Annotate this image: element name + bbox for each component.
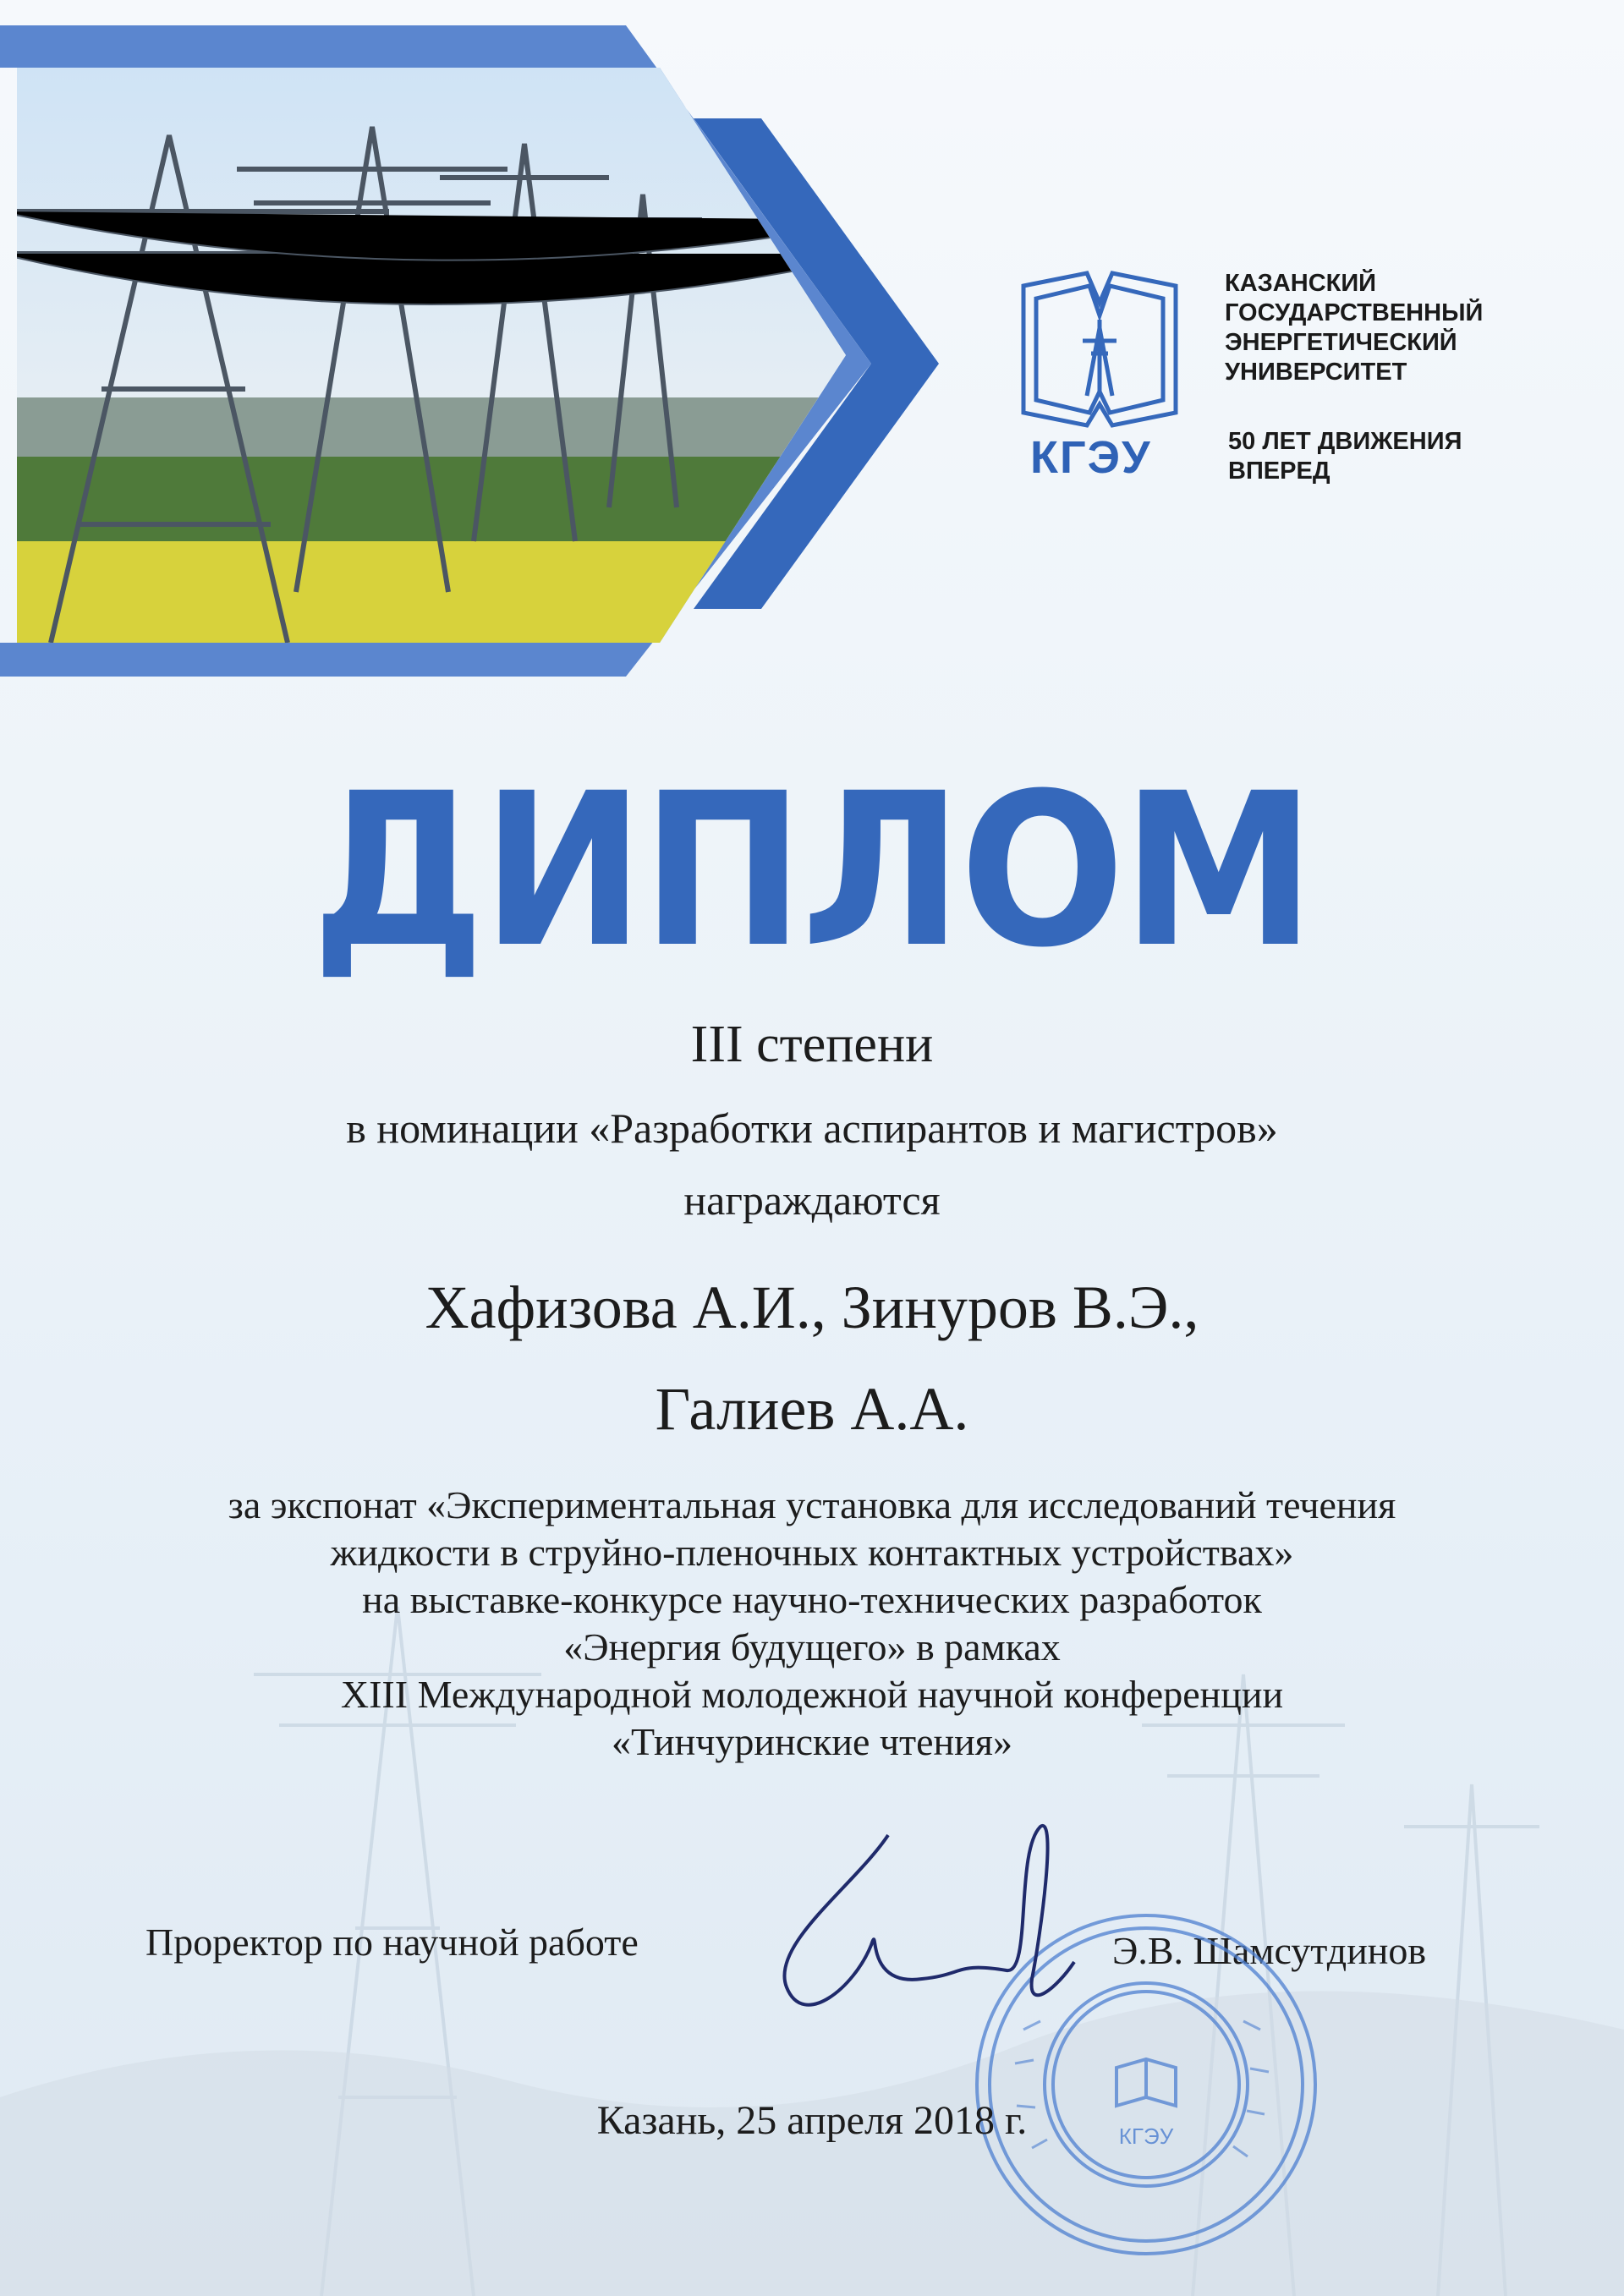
diploma-nomination: в номинации «Разработки аспирантов и магистров»	[346, 1104, 1278, 1152]
award-description	[0, 1482, 1624, 1766]
motto-line: ВПЕРЕД	[1228, 458, 1330, 485]
diploma-title: ДИПЛОМ	[311, 748, 1313, 994]
header-photo-banner	[0, 0, 964, 693]
awarded-label: награждаются	[683, 1176, 941, 1224]
awardee-names-line2: Галиев А.А.	[655, 1375, 969, 1443]
handwritten-signature	[753, 1818, 1108, 2055]
city-date: Казань, 25 апреля 2018 г.	[596, 2098, 1028, 2143]
description-line: жидкости в струйно-пленочных контактных устройствах»	[330, 1531, 1294, 1574]
description-line: «Тинчуринские чтения»	[612, 1720, 1012, 1763]
university-abbreviation: КГЭУ	[1030, 432, 1152, 483]
signatory-name: Э.В. Шамсутдинов	[1112, 1929, 1427, 1972]
motto-line: 50 ЛЕТ ДВИЖЕНИЯ	[1228, 428, 1462, 455]
university-motto	[1228, 427, 1533, 486]
description-line: за экспонат «Экспериментальная установка для исследований течения	[228, 1483, 1396, 1526]
diploma-degree: III степени	[690, 1016, 934, 1073]
awardee-names-line1: Хафизова А.И., Зинуров В.Э.,	[425, 1274, 1199, 1341]
university-name-line: ЭНЕРГЕТИЧЕСКИЙ	[1225, 329, 1457, 356]
description-line: «Энергия будущего» в рамках	[563, 1625, 1061, 1669]
university-name-line: КАЗАНСКИЙ	[1225, 270, 1377, 297]
university-name-line: ГОСУДАРСТВЕННЫЙ	[1225, 299, 1484, 326]
university-name-line: УНИВЕРСИТЕТ	[1225, 359, 1407, 386]
university-name	[1225, 269, 1580, 387]
description-line: на выставке-конкурсе научно-технических разработок	[362, 1578, 1262, 1621]
signatory-role: Проректор по научной работе	[145, 1921, 639, 1964]
kgeu-book-logo	[1015, 269, 1184, 430]
description-line: XIII Международной молодежной научной конференции	[340, 1673, 1284, 1716]
stamp-center-text: КГЭУ	[1118, 2123, 1174, 2149]
